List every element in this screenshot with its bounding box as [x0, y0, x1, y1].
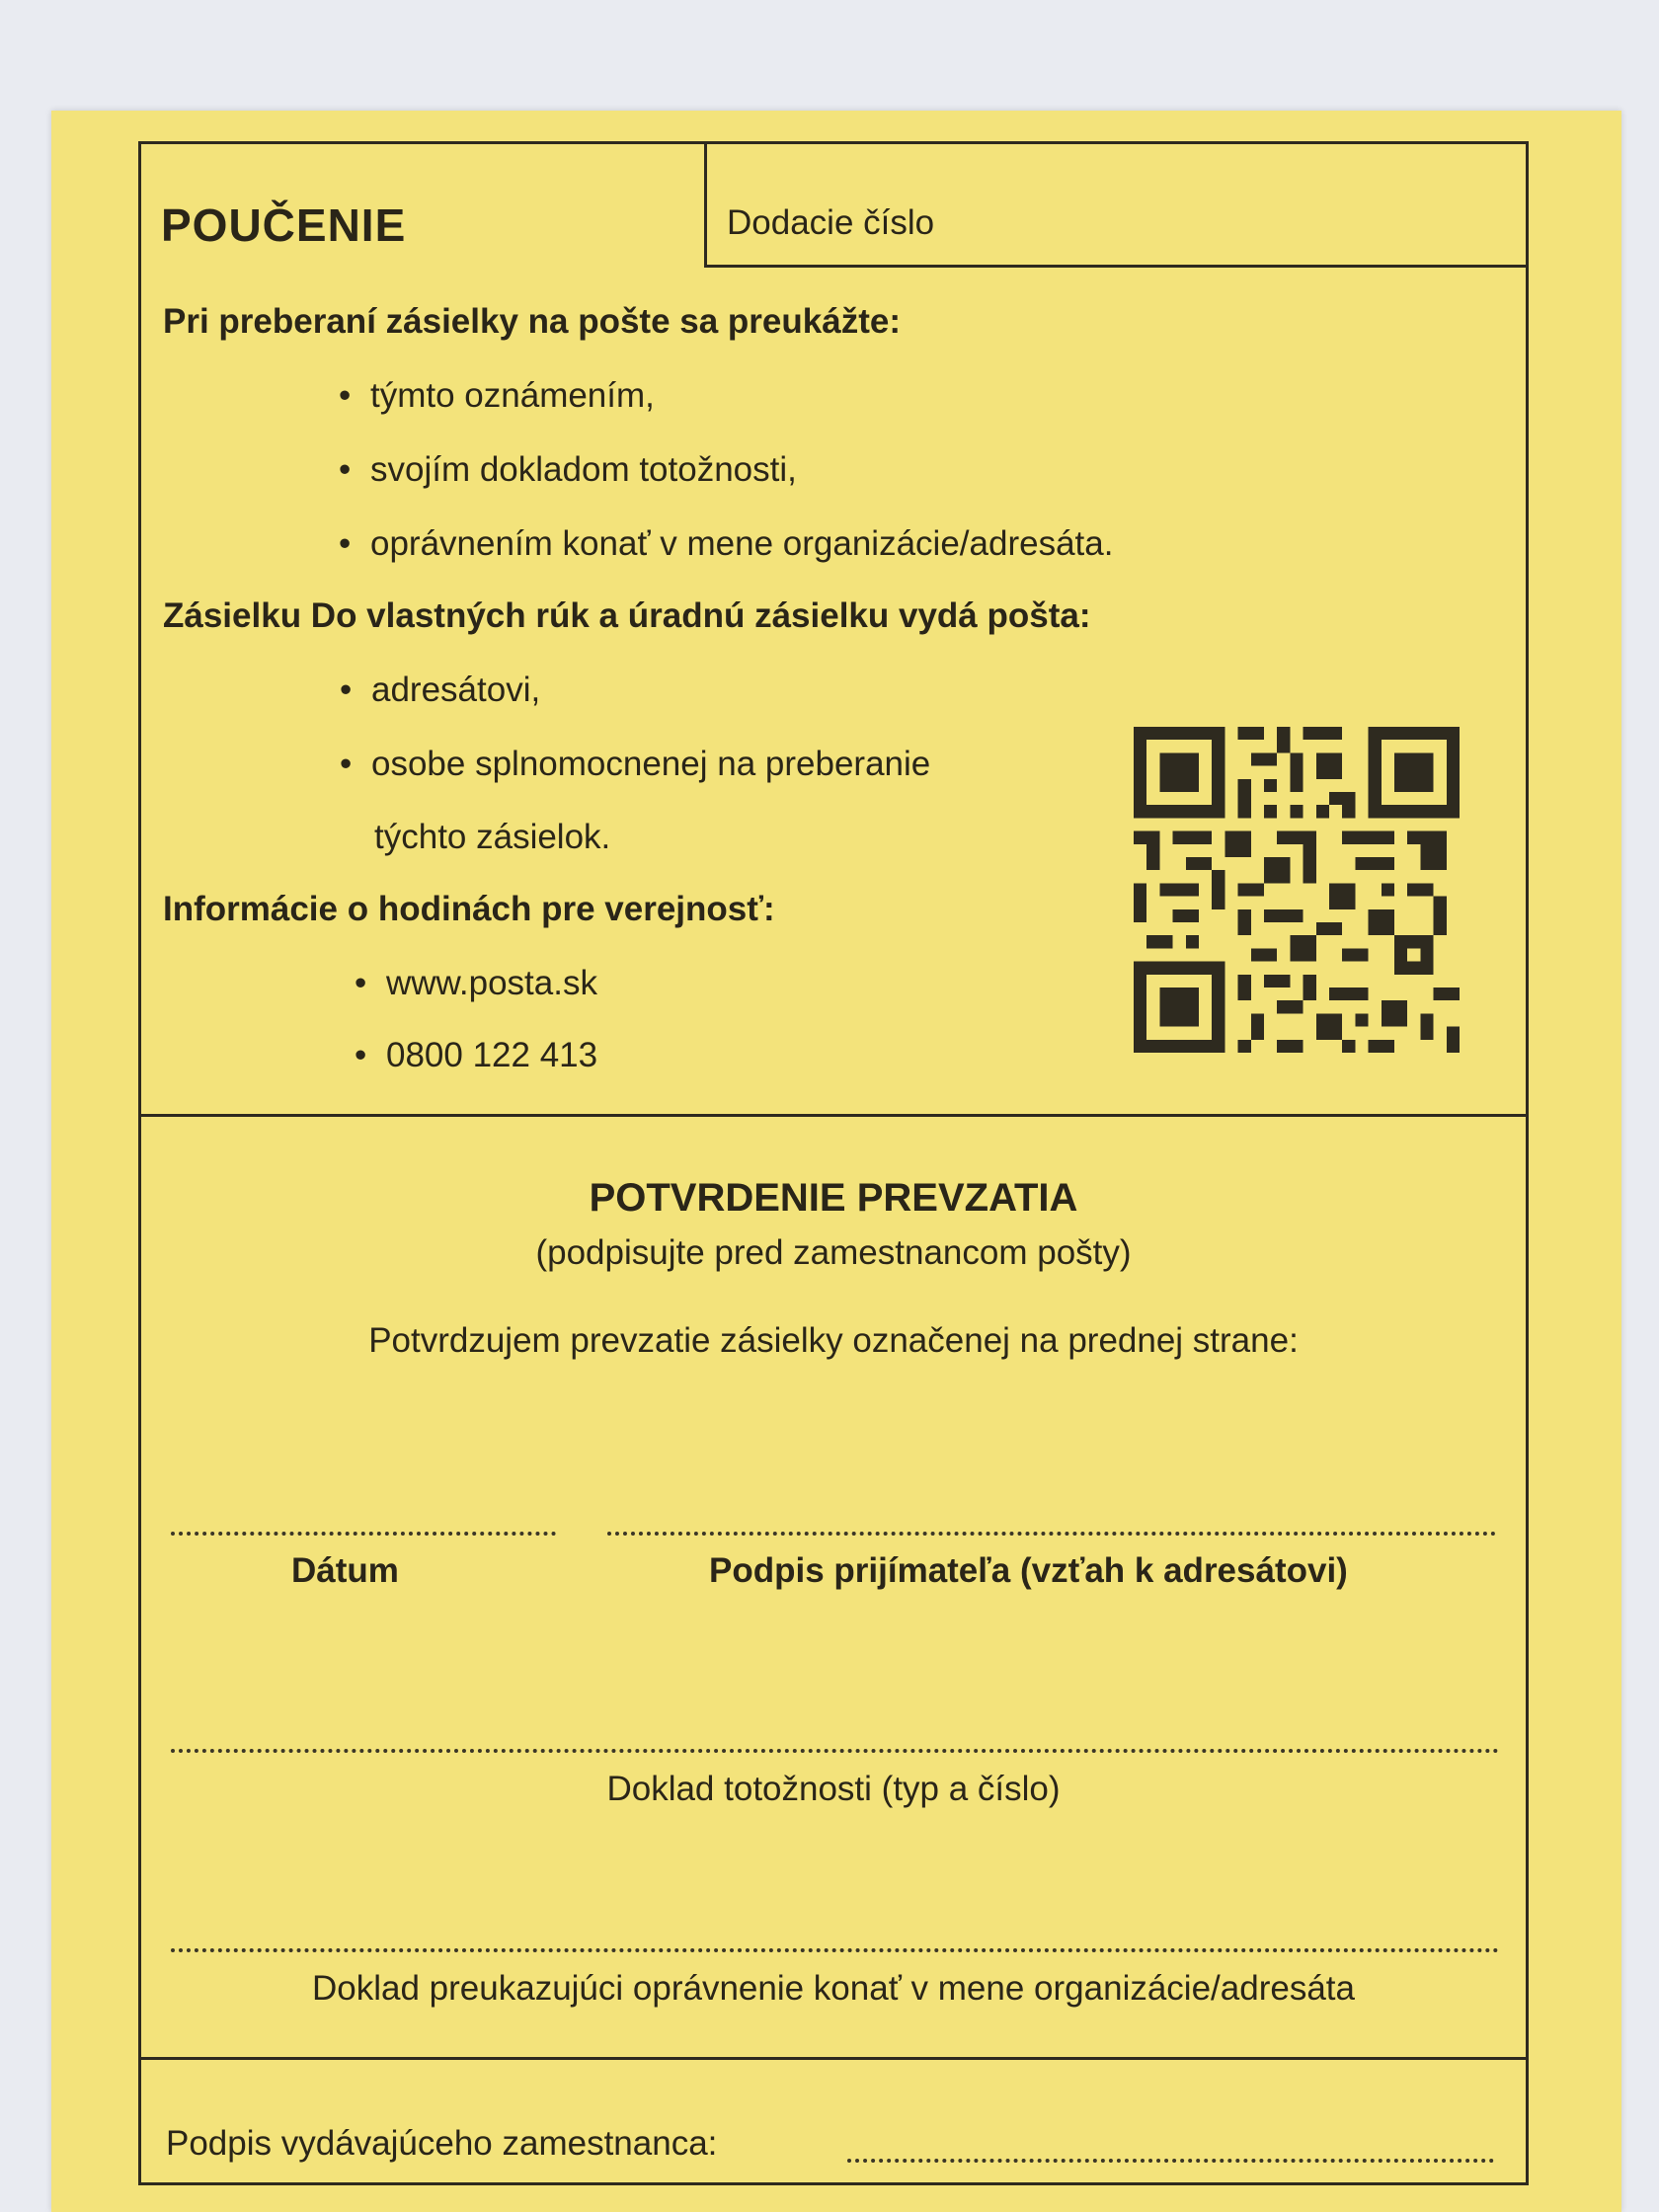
employee-signature-field[interactable] — [847, 2159, 1494, 2163]
page-title: POUČENIE — [161, 199, 407, 251]
list-item: • adresátovi, — [371, 671, 540, 710]
id-document-label: Doklad totožnosti (typ a číslo) — [606, 1770, 1061, 1808]
employee-signature-label: Podpis vydávajúceho zamestnanca: — [166, 2124, 718, 2163]
confirmation-statement: Potvrdzujem prevzatie zásielky označenej na prednej strane: — [368, 1321, 1299, 1360]
recipient-signature-label: Podpis prijímateľa (vzťah k adresátovi) — [709, 1551, 1348, 1590]
list-item: • oprávnením konať v mene organizácie/adresáta. — [370, 524, 1113, 564]
hours-heading: Informácie o hodinách pre verejnosť: — [163, 890, 775, 928]
confirmation-title: POTVRDENIE PREVZATIA — [589, 1176, 1078, 1220]
list-item-continuation: týchto zásielok. — [374, 818, 611, 856]
date-label: Dátum — [291, 1551, 399, 1590]
pickup-heading: Pri preberaní zásielky na pošte sa preukážte: — [163, 302, 901, 341]
authorization-document-label: Doklad preukazujúci oprávnenie konať v mene organizácie/adresáta — [312, 1969, 1355, 2008]
id-document-field[interactable] — [171, 1749, 1499, 1753]
section-divider — [141, 1114, 1526, 1117]
confirmation-subtitle: (podpisujte pred zamestnancom pošty) — [535, 1233, 1132, 1272]
authorization-document-field[interactable] — [171, 1948, 1499, 1952]
recipient-signature-field[interactable] — [607, 1532, 1496, 1536]
list-item: • svojím dokladom totožnosti, — [370, 450, 797, 490]
notice-form — [138, 141, 1529, 2185]
date-field[interactable] — [171, 1532, 556, 1536]
list-item: • osobe splnomocnenej na preberanie — [371, 745, 930, 784]
list-item: • týmto oznámením, — [370, 376, 655, 416]
delivery-number-box[interactable] — [704, 144, 1529, 268]
qr-code[interactable] — [1134, 727, 1460, 1053]
personal-delivery-heading: Zásielku Do vlastných rúk a úradnú zásielku vydá pošta: — [163, 596, 1091, 635]
list-item-website[interactable]: • www.posta.sk — [386, 964, 597, 1003]
delivery-number-label: Dodacie číslo — [727, 203, 935, 242]
footer-divider — [141, 2057, 1526, 2060]
list-item-phone: • 0800 122 413 — [386, 1036, 597, 1075]
